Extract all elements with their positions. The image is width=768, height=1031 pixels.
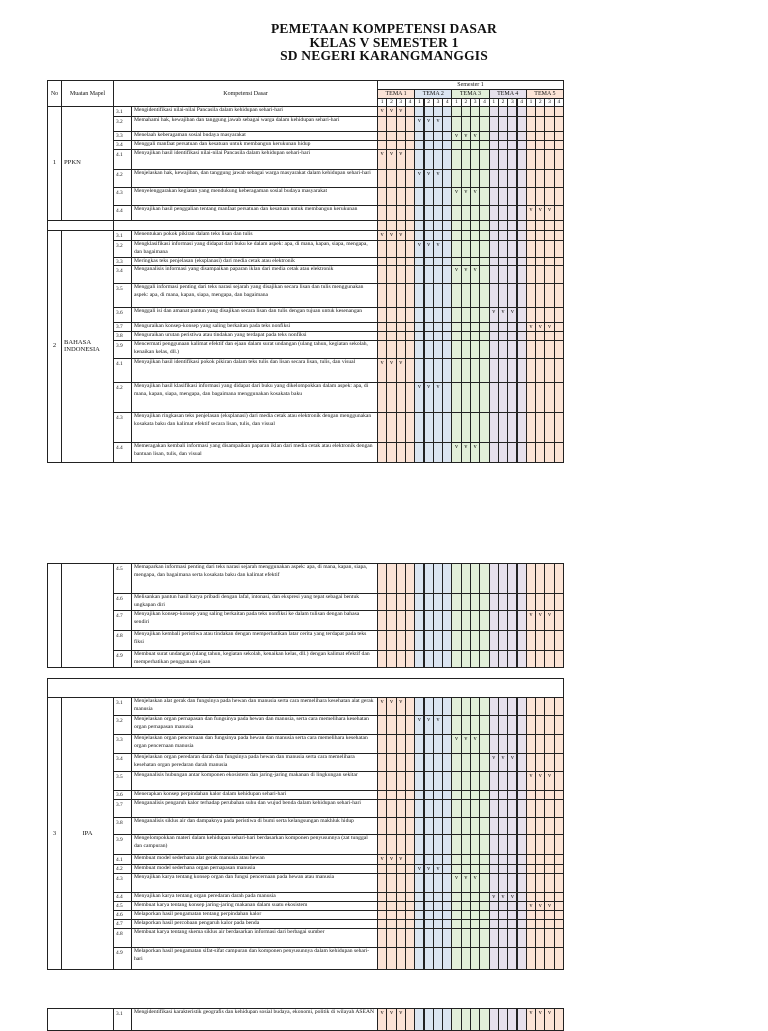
- kd-text: Menggali manfaat persatuan dan kesatuan untuk membangun kerukunan hidup: [131, 140, 378, 150]
- check-mark: v: [535, 610, 545, 631]
- sub-tema-number: 2: [535, 98, 545, 107]
- kd-text: Membuat karya tentang skema siklus air berdasarkan informasi dari berbagai sumber: [131, 928, 378, 948]
- sub-tema-number: 2: [461, 98, 471, 107]
- check-mark: v: [414, 864, 424, 874]
- tema-cell: [554, 205, 564, 221]
- kd-code: 3.1: [113, 106, 132, 117]
- sub-tema-number: 3: [544, 98, 554, 107]
- kd-text: Menyajikan kembali peristiwa atau tindakan dengan memperhatikan latar cerita yang terdapat pada teks fiksi: [131, 630, 378, 651]
- kd-text: Membuat model sederhana alat gerak manusia atau hewan: [131, 854, 378, 865]
- semester-header: Semester 1: [377, 80, 564, 90]
- kd-text: Menggali informasi penting dari teks narasi sejarah yang disajikan secara lisan dan tulis menggunakan aspek: apa, di mana, kapan, siapa, mengapa, dan bagaimana: [131, 283, 378, 308]
- kd-code: 3.7: [113, 322, 132, 332]
- kd-text: Menggali isi dan amanat pantun yang disajikan secara lisan dan tulis dengan tujuan untuk kesenangan: [131, 307, 378, 323]
- kd-code: 3.3: [113, 734, 132, 754]
- kd-code: 3.2: [113, 715, 132, 735]
- kd-code: 4.8: [113, 928, 132, 948]
- tema-cell: [554, 442, 564, 463]
- kd-code: 3.3: [113, 131, 132, 141]
- kd-code: 4.6: [113, 910, 132, 920]
- check-mark: v: [461, 265, 471, 284]
- kd-code: 3.2: [113, 116, 132, 132]
- tema-cell: [554, 1008, 564, 1031]
- check-mark: v: [507, 892, 517, 902]
- check-mark: v: [470, 442, 480, 463]
- mapel-name: PPKN: [61, 106, 114, 221]
- kd-code: 4.1: [113, 358, 132, 383]
- sub-tema-number: 4: [405, 98, 415, 107]
- kd-code: 3.8: [113, 817, 132, 835]
- kd-text: Memeragakan kembali informasi yang disampaikan paparan iklan dari media cetak atau elektronik dengan bantuan lisan, tulis, dan visual: [131, 442, 378, 463]
- check-mark: v: [470, 265, 480, 284]
- check-mark: v: [526, 205, 536, 221]
- tema-cell: [554, 834, 564, 855]
- kd-text: Menentukan pokok pikiran dalam teks lisan dan tulis: [131, 230, 378, 241]
- check-mark: v: [396, 149, 406, 170]
- kd-text: Menyajikan hasil identifikasi nilai-nilai Pancasila dalam kehidupan sehari-hari: [131, 149, 378, 170]
- row-number: 3: [47, 697, 62, 970]
- check-mark: v: [507, 753, 517, 772]
- sub-tema-number: 3: [396, 98, 406, 107]
- check-mark: v: [424, 864, 434, 874]
- tema-cell: [554, 283, 564, 308]
- check-mark: v: [424, 169, 434, 188]
- kd-code: 4.2: [113, 169, 132, 188]
- check-mark: v: [526, 771, 536, 791]
- check-mark: v: [386, 1008, 396, 1031]
- check-mark: v: [526, 901, 536, 911]
- check-mark: v: [507, 307, 517, 323]
- kd-text: Menyajikan konsep-konsep yang saling berkaitan pada teks nonfiksi ke dalam tulisan dengan bahasa sendiri: [131, 610, 378, 631]
- tema-cell: [554, 340, 564, 359]
- check-mark: v: [451, 131, 461, 141]
- mapel-name: BAHASA INDONESIA: [61, 230, 114, 463]
- check-mark: v: [535, 205, 545, 221]
- kd-text: Melisankan pantun hasil karya pribadi dengan lafal, intonasi, dan ekspresi yang tepat sebagai bentuk ungkapan diri: [131, 593, 378, 611]
- tema-cell: [554, 771, 564, 791]
- check-mark: v: [544, 610, 554, 631]
- check-mark: v: [451, 187, 461, 206]
- sub-tema-number: 4: [479, 98, 489, 107]
- check-mark: v: [470, 873, 480, 893]
- check-mark: v: [498, 753, 508, 772]
- kd-text: Menjelaskan hak, kewajiban, dan tanggung jawab sebagai warga masyarakat dalam kehidupan sehari-hari: [131, 169, 378, 188]
- check-mark: v: [544, 901, 554, 911]
- tema-cell: [554, 873, 564, 893]
- kd-code: 4.8: [113, 630, 132, 651]
- tema-cell: [554, 307, 564, 323]
- tema-cell: [554, 412, 564, 443]
- kd-text: Memaparkan informasi penting dari teks narasi sejarah menggunakan aspek: apa, di mana, kapan, siapa, mengapa, dan bagaimana serta kosakata baku dan kalimat efektif: [131, 563, 378, 594]
- kd-text: Meringkas teks penjelasan (eksplanasi) dari media cetak atau elektronik: [131, 257, 378, 266]
- check-mark: v: [498, 892, 508, 902]
- kd-text: Melaporkan hasil percobaan pengaruh kalor pada benda: [131, 919, 378, 929]
- sub-tema-number: 3: [470, 98, 480, 107]
- kd-code: 4.4: [113, 892, 132, 902]
- sub-tema-number: 1: [414, 98, 424, 107]
- sub-tema-number: 2: [424, 98, 434, 107]
- kd-text: Menjelaskan organ peredaran darah dan fungsinya pada hewan dan manusia serta cara memelihara kesehatan organ peredaran darah manusia: [131, 753, 378, 772]
- row-number-next: [47, 1008, 114, 1031]
- check-mark: v: [489, 753, 499, 772]
- kd-text: Mengelompokkan materi dalam kehidupan sehari-hari berdasarkan komponen penyusunnya (zat tunggal dan campuran): [131, 834, 378, 855]
- title-line-3: SD NEGERI KARANGMANGGIS: [280, 48, 488, 63]
- title-line-2: KELAS V SEMESTER 1: [309, 34, 459, 50]
- kd-code: 4.1: [113, 854, 132, 865]
- check-mark: v: [386, 697, 396, 716]
- tema-cell: [554, 650, 564, 668]
- check-mark: v: [377, 149, 387, 170]
- check-mark: v: [396, 697, 406, 716]
- kd-text: Melaporkan hasil pengamatan tentang perpindahan kalor: [131, 910, 378, 920]
- kd-code: 4.2: [113, 864, 132, 874]
- kd-text: Mengklasifikasi informasi yang didapat dari buku ke dalam aspek: apa, di mana, kapan, siapa, mengapa, dan bagaimana: [131, 240, 378, 258]
- kd-text: Menyajikan hasil penggalian tentang manfaat persatuan dan kesatuan untuk membangun kerukunan: [131, 205, 378, 221]
- tema-cell: [554, 817, 564, 835]
- kd-text: Menganalisis pengaruh kalor terhadap perubahan suhu dan wujud benda dalam kehidupan sehari-hari: [131, 799, 378, 818]
- tema-cell: [554, 187, 564, 206]
- tema-cell: [554, 265, 564, 284]
- tema-header: TEMA 3: [451, 89, 489, 99]
- check-mark: v: [489, 307, 499, 323]
- tema-cell: [554, 697, 564, 716]
- kd-text: Mencermati penggunaan kalimat efektif dan ejaan dalam surat undangan (ulang tahun, kegiatan sekolah, kenaikan kelas, dll.): [131, 340, 378, 359]
- kd-text: Menguraikan konsep-konsep yang saling berkaitan pada teks nonfiksi: [131, 322, 378, 332]
- check-mark: v: [433, 240, 443, 258]
- check-mark: v: [535, 322, 545, 332]
- kd-text: Menyajikan karya tentang konsep organ dan fungsi pencernaan pada hewan atau manusia: [131, 873, 378, 893]
- tema-cell: [554, 116, 564, 132]
- check-mark: v: [424, 240, 434, 258]
- check-mark: v: [461, 187, 471, 206]
- tema-cell: [554, 593, 564, 611]
- check-mark: v: [414, 116, 424, 132]
- check-mark: v: [424, 116, 434, 132]
- tema-header: TEMA 2: [414, 89, 452, 99]
- check-mark: v: [544, 771, 554, 791]
- check-mark: v: [386, 358, 396, 383]
- kd-code: 3.1: [113, 697, 132, 716]
- tema-cell: [554, 715, 564, 735]
- kd-code: 4.4: [113, 205, 132, 221]
- sub-tema-number: 1: [377, 98, 387, 107]
- tema-cell: [554, 169, 564, 188]
- kd-code: 4.5: [113, 901, 132, 911]
- kd-text: Menyajikan hasil klasifikasi informasi yang didapat dari buku yang dikelompokkan dalam aspek: apa, di mana, kapan, siapa, mengapa, dan bagaimana menggunakan kosakata baku: [131, 382, 378, 413]
- tema-cell: [554, 753, 564, 772]
- check-mark: v: [470, 734, 480, 754]
- kd-code: 4.9: [113, 947, 132, 970]
- kd-code: 4.7: [113, 610, 132, 631]
- check-mark: v: [377, 106, 387, 117]
- check-mark: v: [461, 873, 471, 893]
- sub-tema-number: 4: [442, 98, 452, 107]
- check-mark: v: [396, 106, 406, 117]
- kd-text: Menyajikan hasil identifikasi pokok pikiran dalam teks tulis dan lisan secara lisan, tulis, dan visual: [131, 358, 378, 383]
- check-mark: v: [461, 131, 471, 141]
- tema-cell: [554, 734, 564, 754]
- sub-tema-number: 2: [386, 98, 396, 107]
- check-mark: v: [544, 322, 554, 332]
- check-mark: v: [461, 734, 471, 754]
- kd-text: Menjelaskan organ pencernaan dan fungsinya pada hewan dan manusia serta cara memelihara kesehatan organ pencernaan manusia: [131, 734, 378, 754]
- kd-text: Menyajikan karya tentang organ peredaran darah pada manusia: [131, 892, 378, 902]
- row-number: 1: [47, 106, 62, 221]
- check-mark: v: [535, 1008, 545, 1031]
- check-mark: v: [386, 106, 396, 117]
- kd-text: Menjelaskan organ pernapasan dan fungsinya pada hewan dan manusia, serta cara memelihara kesehatan organ pernapasan manusia: [131, 715, 378, 735]
- check-mark: v: [414, 715, 424, 735]
- kd-code: 4.6: [113, 593, 132, 611]
- kd-code: 4.3: [113, 187, 132, 206]
- check-mark: v: [433, 169, 443, 188]
- col-mapel-header: Muatan Mapel: [61, 80, 114, 107]
- title-line-1: PEMETAAN KOMPETENSI DASAR: [270, 21, 498, 36]
- kd-code: 4.3: [113, 412, 132, 443]
- check-mark: v: [470, 131, 480, 141]
- check-mark: v: [414, 169, 424, 188]
- check-mark: v: [396, 1008, 406, 1031]
- tema-cell: [554, 358, 564, 383]
- kd-text: Menganalisis informasi yang disampaikan paparan iklan dari media cetak atau elektronik: [131, 265, 378, 284]
- check-mark: v: [544, 1008, 554, 1031]
- check-mark: v: [414, 240, 424, 258]
- kd-code: 3.5: [113, 771, 132, 791]
- check-mark: v: [386, 230, 396, 241]
- mapel-continued: [61, 563, 114, 668]
- check-mark: v: [451, 734, 461, 754]
- kd-code: 3.4: [113, 140, 132, 150]
- kd-code: 3.5: [113, 283, 132, 308]
- check-mark: v: [433, 864, 443, 874]
- kd-text: Menelaah keberagaman sosial budaya masyarakat: [131, 131, 378, 141]
- tema-header: TEMA 1: [377, 89, 415, 99]
- kd-text: Menganalisis siklus air dan dampaknya pada peristiwa di bumi serta kelangsungan makhluk hidup: [131, 817, 378, 835]
- tema-cell: [554, 630, 564, 651]
- kd-code: 4.9: [113, 650, 132, 668]
- tema-cell: [554, 149, 564, 170]
- check-mark: v: [386, 149, 396, 170]
- tema-cell: [554, 947, 564, 970]
- sub-tema-number: 4: [554, 98, 564, 107]
- kd-code: 3.2: [113, 240, 132, 258]
- check-mark: v: [433, 715, 443, 735]
- mapel-name: IPA: [61, 697, 114, 970]
- kd-text: Membuat karya tentang konsep jaring-jaring makanan dalam suatu ekosistem: [131, 901, 378, 911]
- check-mark: v: [535, 771, 545, 791]
- sub-tema-number: 2: [498, 98, 508, 107]
- check-mark: v: [451, 442, 461, 463]
- kd-text: Memahami hak, kewajiban dan tanggung jawab sebagai warga dalam kehidupan sehari-hari: [131, 116, 378, 132]
- check-mark: v: [461, 442, 471, 463]
- tema-header: TEMA 5: [526, 89, 564, 99]
- sub-tema-number: 1: [451, 98, 461, 107]
- check-mark: v: [377, 358, 387, 383]
- check-mark: v: [526, 322, 536, 332]
- check-mark: v: [498, 307, 508, 323]
- kd-text: Menjelaskan alat gerak dan fungsinya pada hewan dan manusia serta cara memelihara kesehatan alat gerak manusia: [131, 697, 378, 716]
- check-mark: v: [489, 892, 499, 902]
- kd-code: 4.5: [113, 563, 132, 594]
- tema-cell: [554, 928, 564, 948]
- kd-code: 3.6: [113, 307, 132, 323]
- col-kd-header: Kompetensi Dasar: [113, 80, 378, 107]
- kd-code: 3.7: [113, 799, 132, 818]
- kd-code: 3.1: [113, 1008, 132, 1031]
- tema-cell: [554, 240, 564, 258]
- tema-header: TEMA 4: [489, 89, 527, 99]
- document-title: [0, 22, 768, 63]
- tema-cell: [554, 382, 564, 413]
- kd-code: 4.1: [113, 149, 132, 170]
- check-mark: v: [433, 382, 443, 413]
- check-mark: v: [424, 715, 434, 735]
- kd-text: Menganalisis hubungan antar komponen ekosistem dan jaring-jaring makanan di lingkungan sekitar: [131, 771, 378, 791]
- check-mark: v: [451, 265, 461, 284]
- kd-text: Mengidentifikasi nilai-nilai Pancasila dalam kehidupan sehari-hari: [131, 106, 378, 117]
- row-number-continued: [47, 563, 62, 668]
- kd-text: Menerapkan konsep perpindahan kalor dalam kehidupan sehari-hari: [131, 790, 378, 800]
- check-mark: v: [470, 187, 480, 206]
- check-mark: v: [433, 116, 443, 132]
- check-mark: v: [535, 901, 545, 911]
- sub-tema-number: 3: [507, 98, 517, 107]
- kd-code: 3.4: [113, 265, 132, 284]
- check-mark: v: [526, 610, 536, 631]
- kd-code: 3.9: [113, 340, 132, 359]
- row-number: 2: [47, 230, 62, 463]
- kd-code: 3.1: [113, 230, 132, 241]
- check-mark: v: [377, 854, 387, 865]
- kd-text: Menyajikan ringkasan teks penjelasan (eksplanasi) dari media cetak atau elektronik dengan menggunakan kosakata baku dan kalimat efektif secara lisan, tulis, dan visual: [131, 412, 378, 443]
- check-mark: v: [377, 1008, 387, 1031]
- kd-code: 4.3: [113, 873, 132, 893]
- kd-code: 4.2: [113, 382, 132, 413]
- kd-code: 3.3: [113, 257, 132, 266]
- check-mark: v: [424, 382, 434, 413]
- kd-code: 3.8: [113, 331, 132, 341]
- check-mark: v: [386, 854, 396, 865]
- sub-tema-number: 1: [526, 98, 536, 107]
- check-mark: v: [396, 854, 406, 865]
- sub-tema-number: 4: [517, 98, 527, 107]
- tema-cell: [554, 799, 564, 818]
- spacer-row: [47, 678, 564, 698]
- check-mark: v: [414, 382, 424, 413]
- sub-tema-number: 1: [489, 98, 499, 107]
- tema-cell: [554, 610, 564, 631]
- tema-cell: [554, 563, 564, 594]
- sub-tema-number: 3: [433, 98, 443, 107]
- kd-text: Melaporkan hasil pengamatan sifat-sifat campuran dan komponen penyusunnya dalam kehidupan sehari-hari: [131, 947, 378, 970]
- kd-text: Menyelenggarakan kegiatan yang mendukung keberagaman sosial budaya masyarakat: [131, 187, 378, 206]
- check-mark: v: [396, 358, 406, 383]
- col-no-header: No: [47, 80, 62, 107]
- kd-code: 3.6: [113, 790, 132, 800]
- check-mark: v: [396, 230, 406, 241]
- check-mark: v: [377, 697, 387, 716]
- kd-text: Menguraikan urutan peristiwa atau tindakan yang terdapat pada teks nonfiksi: [131, 331, 378, 341]
- check-mark: v: [377, 230, 387, 241]
- kd-text: Membuat surat undangan (ulang tahun, kegiatan sekolah, kenaikan kelas, dll.) dengan kalimat efektif dan memperhatikan penggunaan ejaan: [131, 650, 378, 668]
- kd-text: Mengidentifikasi karakteristik geografis dan kehidupan sosial budaya, ekonomi, politik di wilayah ASEAN: [131, 1008, 378, 1031]
- kd-code: 3.4: [113, 753, 132, 772]
- kd-code: 3.9: [113, 834, 132, 855]
- check-mark: v: [526, 1008, 536, 1031]
- check-mark: v: [451, 873, 461, 893]
- kd-code: 4.7: [113, 919, 132, 929]
- kd-code: 4.4: [113, 442, 132, 463]
- check-mark: v: [544, 205, 554, 221]
- kd-text: Membuat model sederhana organ pernapasan manusia: [131, 864, 378, 874]
